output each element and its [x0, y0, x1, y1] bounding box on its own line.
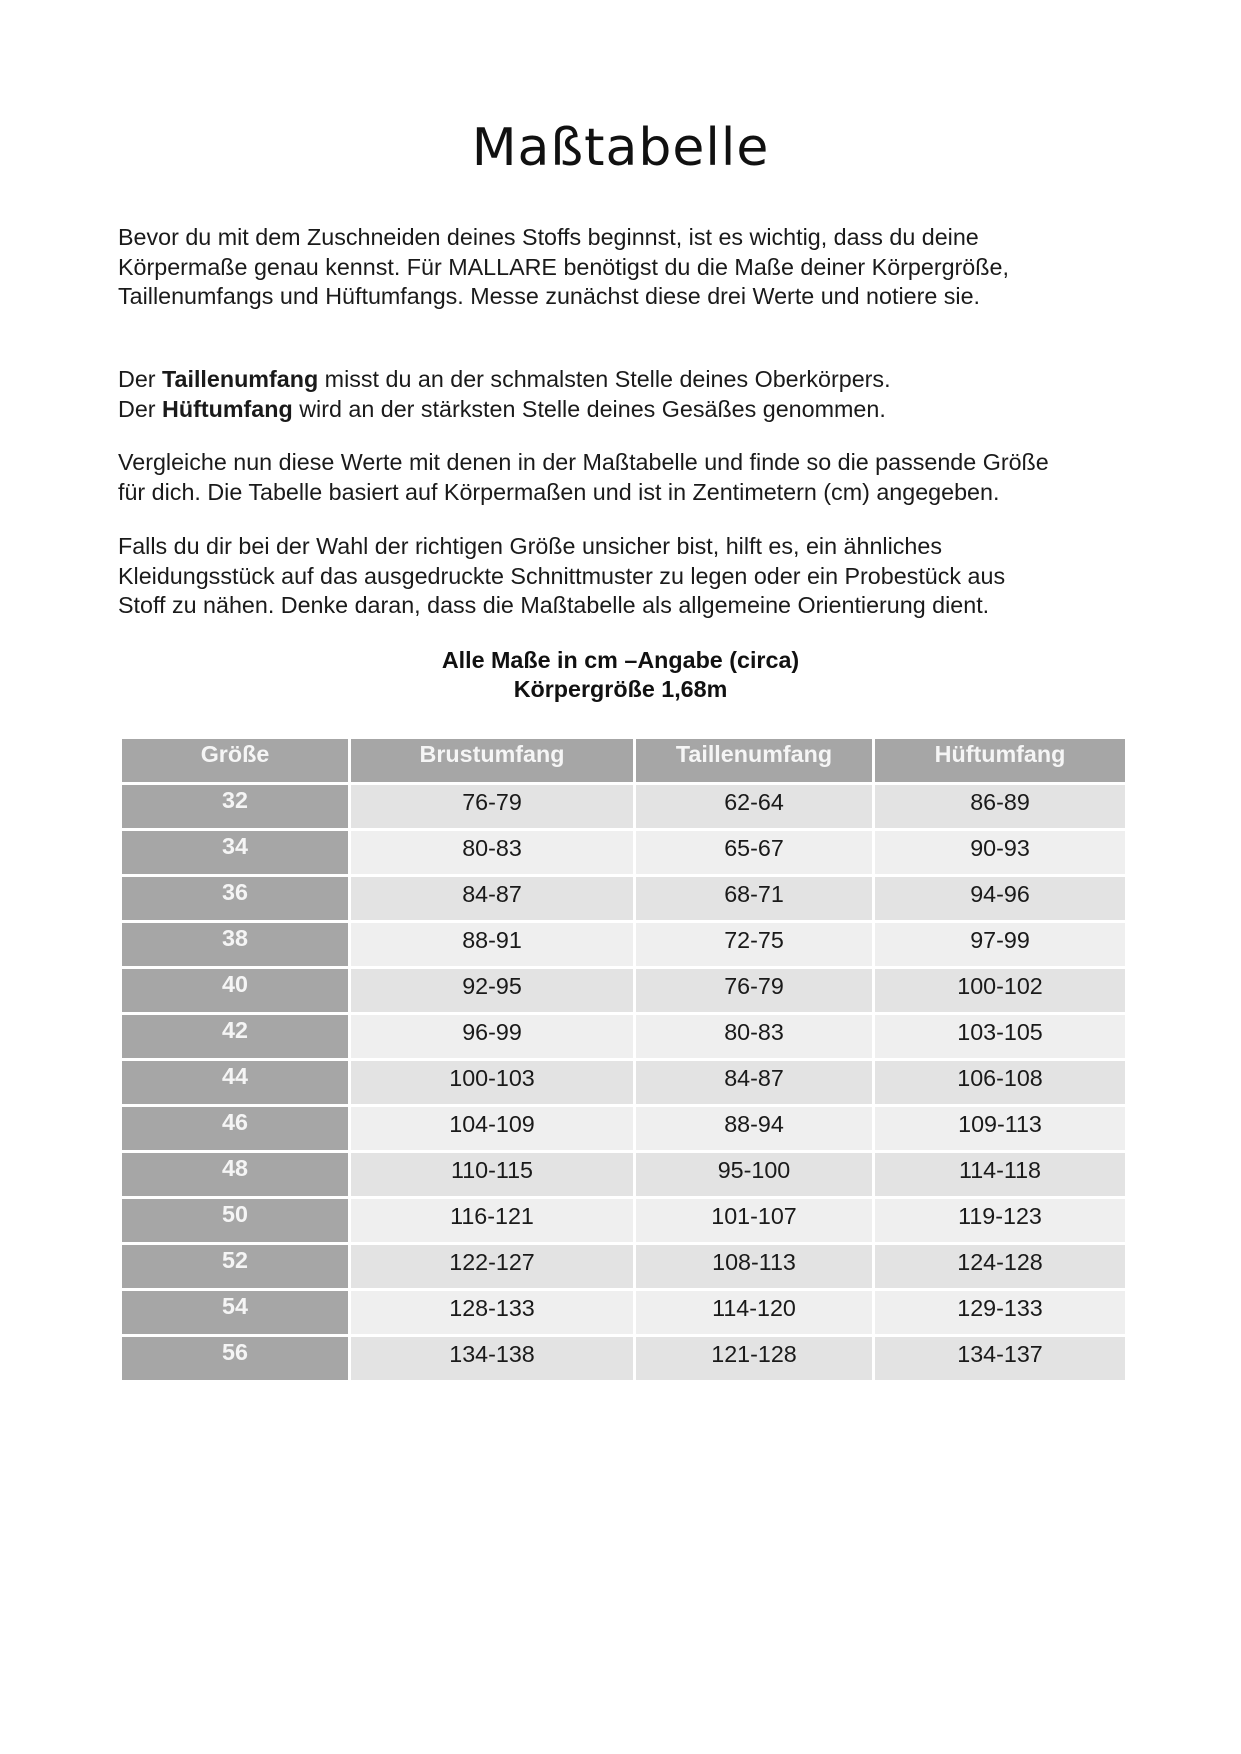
table-row — [122, 1291, 1125, 1334]
hip-cell: 97-99 — [875, 923, 1125, 966]
waist-cell: 84-87 — [636, 1061, 872, 1104]
header-size: Größe — [122, 739, 348, 782]
waist-cell: 68-71 — [636, 877, 872, 920]
waist-cell: 80-83 — [636, 1015, 872, 1058]
size-cell: 52 — [122, 1245, 348, 1288]
text-line: Taillenumfangs und Hüftumfangs. Messe zunächst diese drei Werte und notiere sie. — [118, 283, 981, 309]
table-header-row — [122, 739, 1125, 782]
bust-cell: 76-79 — [351, 785, 633, 828]
size-cell: 34 — [122, 831, 348, 874]
size-cell: 46 — [122, 1107, 348, 1150]
waist-cell: 121-128 — [636, 1337, 872, 1380]
waist-cell: 62-64 — [636, 785, 872, 828]
bust-cell: 116-121 — [351, 1199, 633, 1242]
bust-cell: 128-133 — [351, 1291, 633, 1334]
text-line: für dich. Die Tabelle basiert auf Körpermaßen und ist in Zentimetern (cm) angegeben. — [118, 478, 1000, 505]
size-cell: 48 — [122, 1153, 348, 1196]
hip-term: Hüftumfang — [162, 395, 293, 422]
bust-cell: 104-109 — [351, 1107, 633, 1150]
bust-cell: 84-87 — [351, 877, 633, 920]
bust-cell: 96-99 — [351, 1015, 633, 1058]
text-line: Stoff zu nähen. Denke daran, dass die Maßtabelle als allgemeine Orientierung dient. — [118, 592, 990, 618]
table-row — [122, 969, 1125, 1012]
size-cell: 36 — [122, 877, 348, 920]
hip-cell: 124-128 — [875, 1245, 1125, 1288]
hip-cell: 86-89 — [875, 785, 1125, 828]
table-row — [122, 1245, 1125, 1288]
page-title: Maßtabelle — [471, 118, 770, 178]
intro-paragraph — [118, 223, 1138, 312]
waist-cell: 65-67 — [636, 831, 872, 874]
measure-paragraph — [118, 365, 1138, 424]
header-waist: Taillenumfang — [636, 739, 872, 782]
table-row — [122, 1337, 1125, 1380]
waist-cell: 114-120 — [636, 1291, 872, 1334]
hip-cell: 129-133 — [875, 1291, 1125, 1334]
table-row — [122, 1199, 1125, 1242]
size-cell: 42 — [122, 1015, 348, 1058]
bust-cell: 100-103 — [351, 1061, 633, 1104]
waist-rest: misst du an der schmalsten Stelle deines Oberkörpers. — [318, 366, 891, 392]
bust-cell: 88-91 — [351, 923, 633, 966]
table-subcaption: Körpergröße 1,68m — [513, 676, 728, 702]
text-line: Körpermaße genau kennst. Für MALLARE benötigst du die Maße deiner Körpergröße, — [118, 253, 1009, 280]
waist-prefix: Der — [118, 366, 163, 392]
size-cell: 56 — [122, 1337, 348, 1380]
hip-cell: 103-105 — [875, 1015, 1125, 1058]
waist-instruction — [118, 365, 1138, 395]
hip-cell: 134-137 — [875, 1337, 1125, 1380]
header-bust: Brustumfang — [351, 739, 633, 782]
waist-cell: 95-100 — [636, 1153, 872, 1196]
hip-cell: 94-96 — [875, 877, 1125, 920]
table-row — [122, 785, 1125, 828]
table-row — [122, 831, 1125, 874]
compare-paragraph — [118, 448, 1138, 507]
waist-cell: 72-75 — [636, 923, 872, 966]
hip-cell: 90-93 — [875, 831, 1125, 874]
bust-cell: 110-115 — [351, 1153, 633, 1196]
hip-instruction — [118, 395, 1138, 425]
waist-cell: 108-113 — [636, 1245, 872, 1288]
bust-cell: 134-138 — [351, 1337, 633, 1380]
bust-cell: 122-127 — [351, 1245, 633, 1288]
table-row — [122, 1107, 1125, 1150]
table-row — [122, 1061, 1125, 1104]
hip-cell: 106-108 — [875, 1061, 1125, 1104]
hip-cell: 109-113 — [875, 1107, 1125, 1150]
advice-paragraph — [118, 532, 1138, 621]
bust-cell: 80-83 — [351, 831, 633, 874]
size-cell: 38 — [122, 923, 348, 966]
hip-prefix: Der — [118, 395, 163, 422]
size-cell: 50 — [122, 1199, 348, 1242]
hip-cell: 114-118 — [875, 1153, 1125, 1196]
table-row — [122, 1015, 1125, 1058]
size-table — [119, 736, 1128, 1383]
table-row — [122, 923, 1125, 966]
waist-cell: 101-107 — [636, 1199, 872, 1242]
hip-cell: 119-123 — [875, 1199, 1125, 1242]
waist-cell: 88-94 — [636, 1107, 872, 1150]
waist-term: Taillenumfang — [162, 366, 319, 392]
bust-cell: 92-95 — [351, 969, 633, 1012]
waist-cell: 76-79 — [636, 969, 872, 1012]
size-cell: 40 — [122, 969, 348, 1012]
text-line: Kleidungsstück auf das ausgedruckte Schnittmuster zu legen oder ein Probestück aus — [118, 562, 1006, 589]
header-hip: Hüftumfang — [875, 739, 1125, 782]
table-row — [122, 877, 1125, 920]
table-row — [122, 1153, 1125, 1196]
hip-rest: wird an der stärksten Stelle deines Gesäßes genommen. — [292, 395, 886, 422]
text-line: Vergleiche nun diese Werte mit denen in der Maßtabelle und finde so die passende Größe — [118, 449, 1049, 475]
size-cell: 44 — [122, 1061, 348, 1104]
text-line: Falls du dir bei der Wahl der richtigen Größe unsicher bist, hilft es, ein ähnliches — [118, 533, 942, 559]
hip-cell: 100-102 — [875, 969, 1125, 1012]
size-cell: 32 — [122, 785, 348, 828]
size-cell: 54 — [122, 1291, 348, 1334]
table-caption: Alle Maße in cm –Angabe (circa) — [441, 647, 800, 673]
text-line: Bevor du mit dem Zuschneiden deines Stoffs beginnst, ist es wichtig, dass du deine — [118, 224, 979, 250]
